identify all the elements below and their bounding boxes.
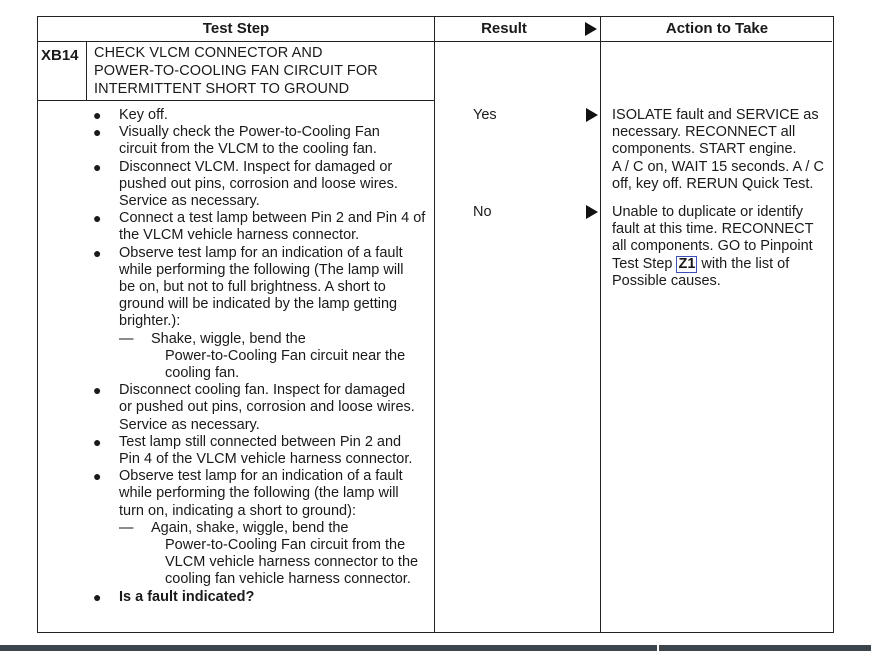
step-id: XB14 <box>41 47 79 64</box>
instruction-item: ● Key off. <box>93 107 168 123</box>
dash-icon: — <box>119 330 134 347</box>
step-title-line: CHECK VLCM CONNECTOR AND <box>94 45 323 61</box>
dash-icon: — <box>119 519 134 536</box>
bullet-icon: ● <box>93 468 102 485</box>
instruction-item: ● Observe test lamp for an indication of a fault while performing the following (the lamp will turn on, indicating a short to ground): <box>93 468 403 519</box>
instruction-item: ● Test lamp still connected between Pin 2 and Pin 4 of the VLCM vehicle harness connector. <box>93 433 413 468</box>
bullet-icon: ● <box>93 382 102 399</box>
result-yes: Yes <box>473 107 497 123</box>
bullet-icon: ● <box>93 588 102 605</box>
action-no: Unable to duplicate or identify fault at this time. RECONNECT all components. GO to Pinpoint Test Step Z1 with the list of Possible causes. <box>612 204 814 289</box>
step-title-line: POWER-TO-COOLING FAN CIRCUIT FOR <box>94 63 378 79</box>
instruction-subitem: — Shake, wiggle, bend the Power-to-Cooling Fan circuit near the cooling fan. <box>119 330 406 382</box>
instruction-item: ● Disconnect cooling fan. Inspect for damaged or pushed out pins, corrosion and loose wires. Service as necessary. <box>93 382 415 433</box>
column-divider-action <box>600 17 601 632</box>
instruction-subitem: — Again, shake, wiggle, bend the Power-to-Cooling Fan circuit from the VLCM vehicle harness connector to the cooling fan vehicle harness connector. <box>119 519 419 588</box>
step-id-divider <box>86 42 87 101</box>
result-no: No <box>473 204 492 220</box>
bullet-icon: ● <box>93 124 102 141</box>
result-yes-arrow-icon <box>586 108 598 122</box>
instruction-question: ● Is a fault indicated? <box>93 588 255 605</box>
result-no-arrow-icon <box>586 205 598 219</box>
header-arrow-icon <box>585 22 597 36</box>
header-action: Action to Take <box>665 20 769 37</box>
bottom-scrollbar[interactable] <box>0 645 871 651</box>
instruction-list <box>83 107 477 606</box>
header-test-step: Test Step <box>202 20 270 37</box>
step-title <box>94 44 378 98</box>
action-yes: ISOLATE fault and SERVICE as necessary. RECONNECT all components. START engine. A / C on, WAIT 15 seconds. A / C off, key off. RERUN Quick Test. <box>612 107 824 192</box>
bullet-icon: ● <box>93 158 102 175</box>
pinpoint-step-link[interactable]: Z1 <box>678 255 696 272</box>
bullet-icon: ● <box>93 107 102 123</box>
step-title-line: INTERMITTENT SHORT TO GROUND <box>94 81 350 97</box>
bullet-icon: ● <box>93 210 102 227</box>
instruction-item: ● Disconnect VLCM. Inspect for damaged or pushed out pins, corrosion and loose wires. Service as necessary. <box>93 158 398 210</box>
instruction-item: ● Connect a test lamp between Pin 2 and Pin 4 of the VLCM vehicle harness connector. <box>93 210 426 244</box>
header-result: Result <box>481 20 527 37</box>
instruction-item: ● Observe test lamp for an indication of a fault while performing the following (The lamp will be on, but not to full brightness. A short to ground will be indicated by the lamp getting brighter.): <box>93 244 404 330</box>
bullet-icon: ● <box>93 433 102 450</box>
bullet-icon: ● <box>93 244 102 261</box>
step-title-rule <box>38 100 434 101</box>
instruction-item: ● Visually check the Power-to-Cooling Fan circuit from the VLCM to the cooling fan. <box>93 124 380 158</box>
